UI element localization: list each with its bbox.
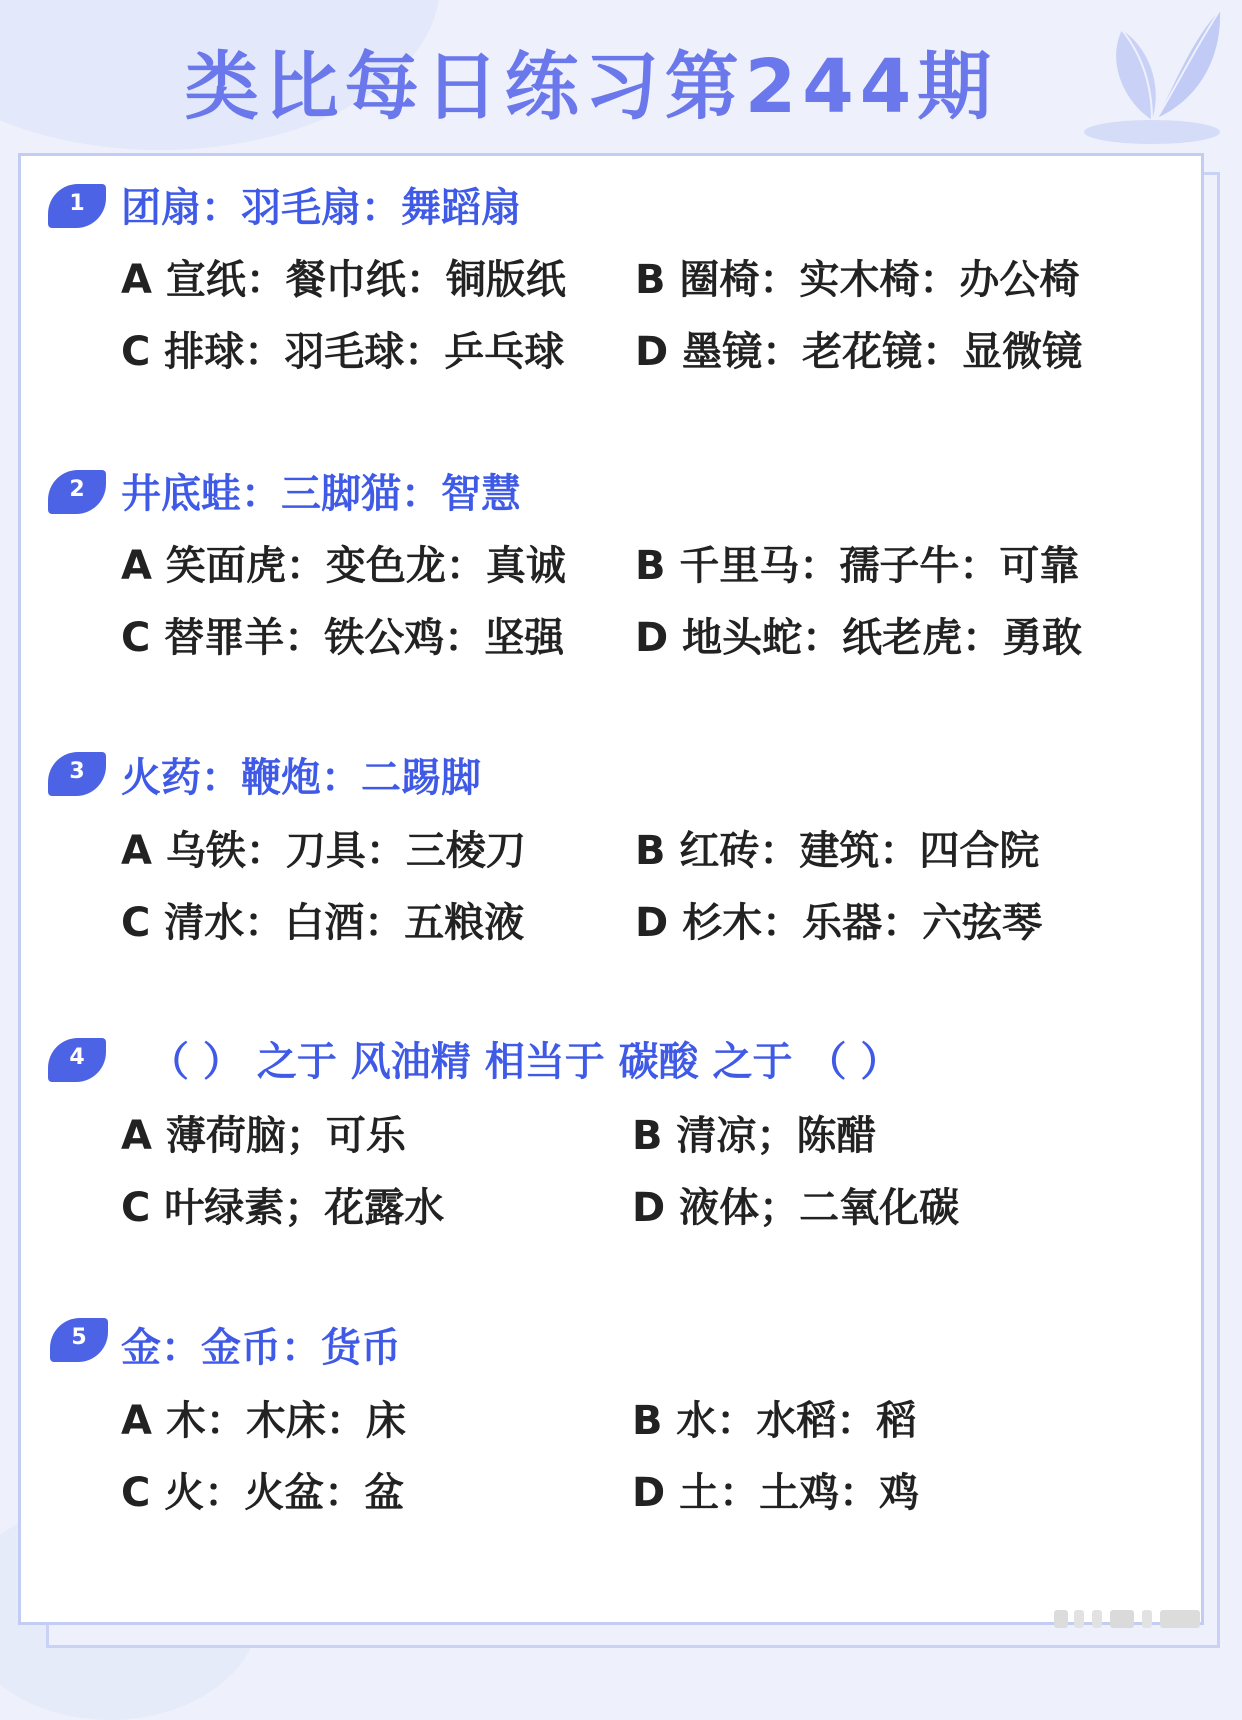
option-d: D 地头蛇：纸老虎：勇敢 (635, 615, 1083, 661)
question-number-badge: 4 (48, 1038, 106, 1082)
option-a: A 笑面虎：变色龙：真诚 (121, 543, 566, 589)
option-b: B 清凉；陈醋 (632, 1113, 877, 1159)
option-d: D 液体；二氧化碳 (632, 1185, 960, 1231)
option-d: D 墨镜：老花镜：显微镜 (635, 329, 1083, 375)
option-a: A 宣纸：餐巾纸：铜版纸 (121, 257, 566, 303)
question-stem: （ ） 之于 风油精 相当于 碳酸 之于 （ ） (149, 1039, 901, 1085)
option-c: C 火：火盆：盆 (121, 1470, 405, 1516)
option-c: C 清水：白酒：五粮液 (121, 900, 525, 946)
question-stem: 火药：鞭炮：二踢脚 (121, 755, 481, 801)
option-b: B 水：水稻：稻 (632, 1398, 917, 1444)
option-b: B 千里马：孺子牛：可靠 (635, 543, 1080, 589)
question-number-badge: 3 (48, 752, 106, 796)
option-d: D 杉木：乐器：六弦琴 (635, 900, 1043, 946)
option-d: D 土：土鸡：鸡 (632, 1470, 920, 1516)
question-stem: 井底蛙：三脚猫：智慧 (121, 471, 521, 517)
option-b: B 圈椅：实木椅：办公椅 (635, 257, 1080, 303)
question-stem: 团扇：羽毛扇：舞蹈扇 (121, 185, 521, 231)
question-number-badge: 5 (50, 1318, 108, 1362)
question-number-badge: 2 (48, 470, 106, 514)
option-c: C 替罪羊：铁公鸡：坚强 (121, 615, 565, 661)
question-card (18, 153, 1204, 1625)
option-b: B 红砖：建筑：四合院 (635, 828, 1040, 874)
option-a: A 薄荷脑；可乐 (121, 1113, 406, 1159)
option-a: A 乌铁：刀具：三棱刀 (121, 828, 526, 874)
page-title: 类比每日练习第244期 (184, 44, 998, 130)
watermark-icon (1054, 1606, 1204, 1632)
option-a: A 木：木床：床 (121, 1398, 406, 1444)
option-c: C 排球：羽毛球：乒乓球 (121, 329, 565, 375)
option-c: C 叶绿素；花露水 (121, 1185, 445, 1231)
question-stem: 金：金币：货币 (121, 1325, 401, 1371)
question-number-badge: 1 (48, 184, 106, 228)
